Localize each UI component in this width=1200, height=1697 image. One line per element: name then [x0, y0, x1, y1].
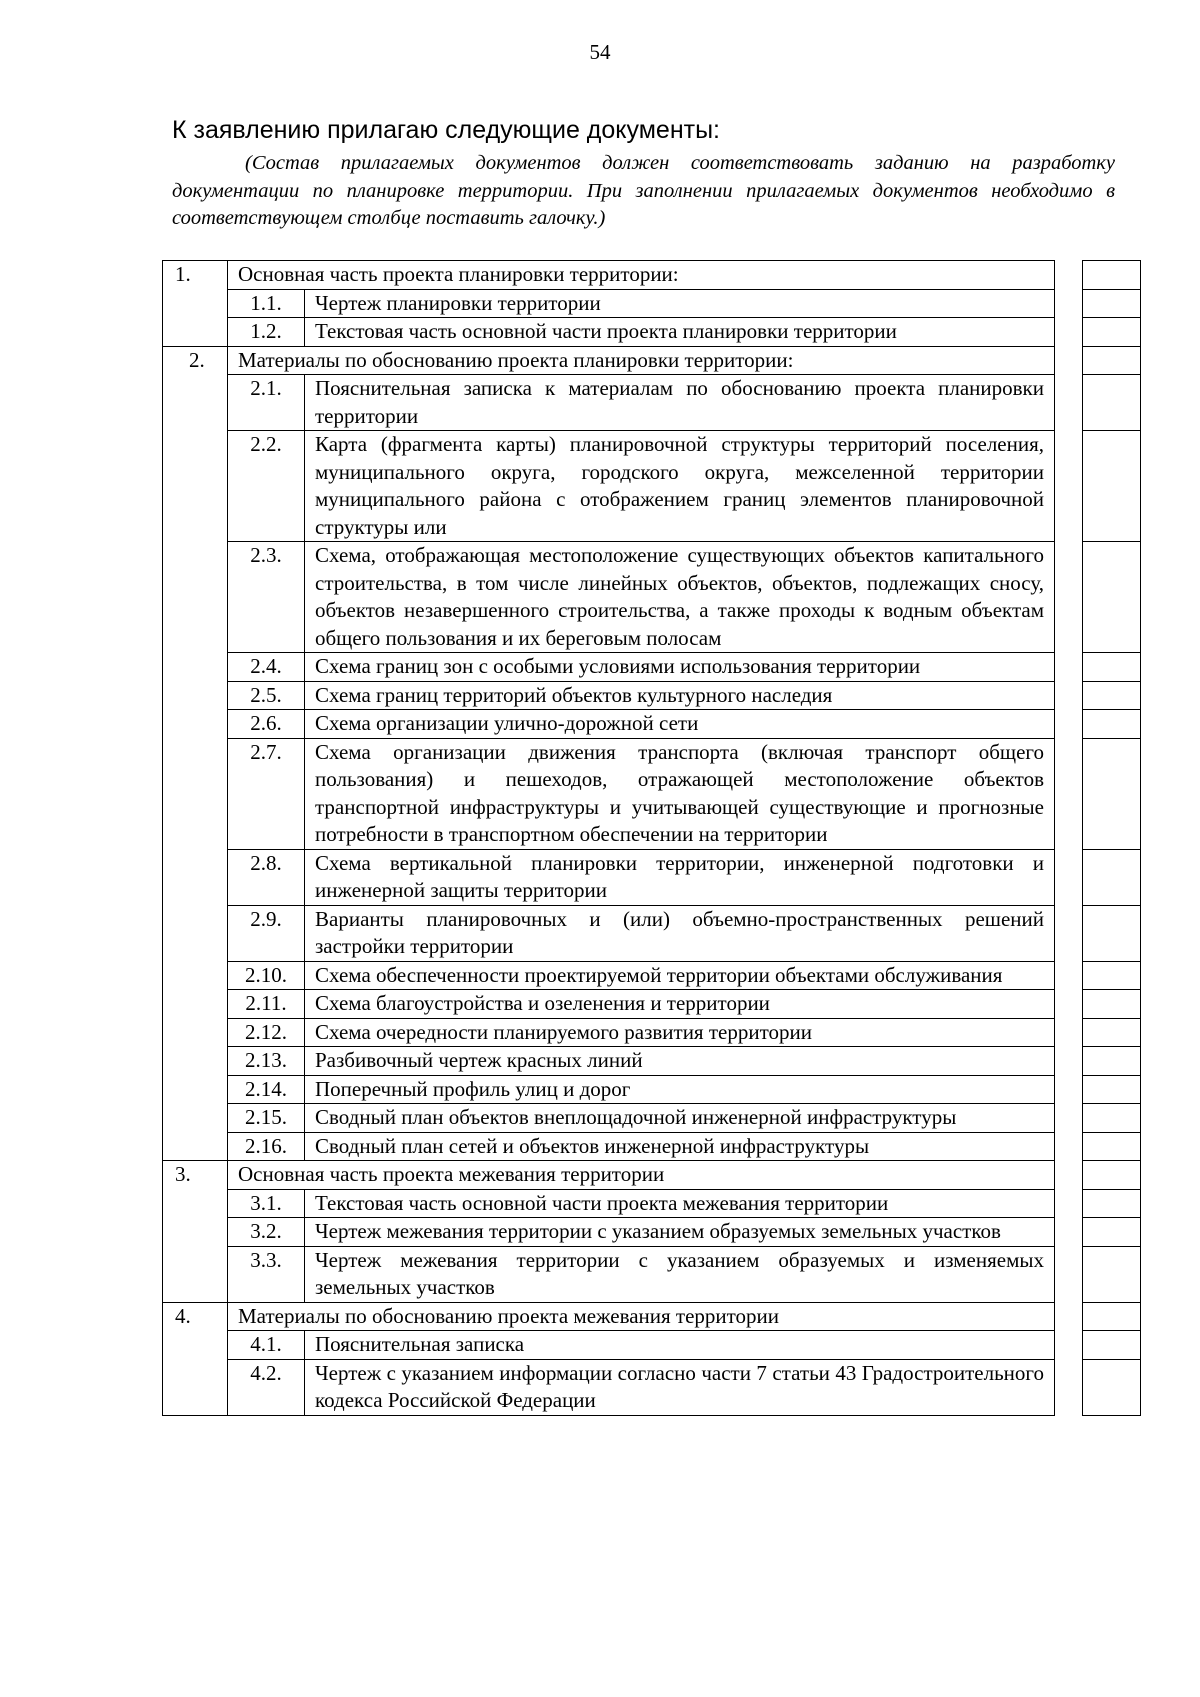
item-text: Пояснительная записка	[305, 1331, 1055, 1360]
item-text: Разбивочный чертеж красных линий	[305, 1047, 1055, 1076]
checkbox-cell[interactable]	[1083, 1189, 1141, 1218]
item-number: 2.13.	[228, 1047, 305, 1076]
item-number: 2.5.	[228, 681, 305, 710]
item-number: 2.10.	[228, 961, 305, 990]
item-text: Варианты планировочных и (или) объемно-пространственных решений застройки территории	[305, 905, 1055, 961]
item-row	[163, 1104, 1055, 1133]
item-number: 2.14.	[228, 1075, 305, 1104]
item-row	[163, 681, 1055, 710]
item-number: 2.2.	[228, 431, 305, 542]
section-number: 3.	[163, 1161, 228, 1303]
item-number: 2.16.	[228, 1132, 305, 1161]
checkbox-cell[interactable]	[1083, 431, 1141, 542]
item-row	[163, 1246, 1055, 1302]
item-text: Текстовая часть основной части проекта межевания территории	[305, 1189, 1055, 1218]
item-text: Сводный план объектов внеплощадочной инженерной инфраструктуры	[305, 1104, 1055, 1133]
item-number: 3.2.	[228, 1218, 305, 1247]
item-row	[163, 1189, 1055, 1218]
item-number: 2.11.	[228, 990, 305, 1019]
checkbox-cell[interactable]	[1083, 1161, 1141, 1190]
item-number: 1.2.	[228, 318, 305, 347]
documents-table	[162, 260, 1055, 1416]
item-number: 1.1.	[228, 289, 305, 318]
checkbox-cell[interactable]	[1083, 1302, 1141, 1331]
item-text: Схема организации улично-дорожной сети	[305, 710, 1055, 739]
checkbox-cell[interactable]	[1083, 681, 1141, 710]
checkbox-cell[interactable]	[1083, 346, 1141, 375]
item-number: 3.3.	[228, 1246, 305, 1302]
item-row	[163, 431, 1055, 542]
checkbox-cell[interactable]	[1083, 1018, 1141, 1047]
checkbox-cell[interactable]	[1083, 542, 1141, 653]
checkbox-cell[interactable]	[1083, 1218, 1141, 1247]
checkbox-cell[interactable]	[1083, 1132, 1141, 1161]
item-row	[163, 710, 1055, 739]
item-row	[163, 990, 1055, 1019]
item-number: 2.12.	[228, 1018, 305, 1047]
item-row	[163, 1075, 1055, 1104]
item-row	[163, 905, 1055, 961]
item-number: 2.6.	[228, 710, 305, 739]
item-row	[163, 738, 1055, 849]
item-text: Схема благоустройства и озеленения и территории	[305, 990, 1055, 1019]
item-number: 4.2.	[228, 1359, 305, 1415]
item-text: Чертеж межевания территории с указанием образуемых земельных участков	[305, 1218, 1055, 1247]
item-number: 2.1.	[228, 375, 305, 431]
item-number: 3.1.	[228, 1189, 305, 1218]
checkbox-cell[interactable]	[1083, 1246, 1141, 1302]
section-title: Основная часть проекта планировки территории:	[228, 261, 1055, 290]
item-text: Текстовая часть основной части проекта планировки территории	[305, 318, 1055, 347]
item-row	[163, 1359, 1055, 1415]
checkbox-cell[interactable]	[1083, 738, 1141, 849]
section-number: 1.	[163, 261, 228, 347]
item-text: Схема очередности планируемого развития территории	[305, 1018, 1055, 1047]
item-text: Схема вертикальной планировки территории, инженерной подготовки и инженерной защиты территории	[305, 849, 1055, 905]
item-row	[163, 1331, 1055, 1360]
item-text: Схема, отображающая местоположение существующих объектов капитального строительства, в том числе линейных объектов, объектов, подлежащих сносу, объектов незавершенного строительства, а также проходы к водным объектам общего пользования и их береговым полосам	[305, 542, 1055, 653]
section-number: 4.	[163, 1302, 228, 1415]
item-number: 2.15.	[228, 1104, 305, 1133]
section-row	[163, 346, 1055, 375]
checkbox-cell[interactable]	[1083, 1104, 1141, 1133]
checkbox-cell[interactable]	[1083, 261, 1141, 290]
item-row	[163, 1047, 1055, 1076]
checkbox-cell[interactable]	[1083, 1047, 1141, 1076]
checkbox-cell[interactable]	[1083, 1331, 1141, 1360]
item-number: 2.9.	[228, 905, 305, 961]
checkbox-cell[interactable]	[1083, 653, 1141, 682]
item-number: 2.4.	[228, 653, 305, 682]
item-number: 4.1.	[228, 1331, 305, 1360]
item-text: Поперечный профиль улиц и дорог	[305, 1075, 1055, 1104]
item-text: Карта (фрагмента карты) планировочной структуры территорий поселения, муниципального округа, городского округа, межселенной территории муниципального района с отображением границ элементов планировочной структуры или	[305, 431, 1055, 542]
checkbox-cell[interactable]	[1083, 289, 1141, 318]
checkbox-cell[interactable]	[1083, 1075, 1141, 1104]
checkbox-cell[interactable]	[1083, 849, 1141, 905]
item-number: 2.7.	[228, 738, 305, 849]
section-row	[163, 1161, 1055, 1190]
item-row	[163, 961, 1055, 990]
item-number: 2.8.	[228, 849, 305, 905]
item-text: Схема обеспеченности проектируемой территории объектами обслуживания	[305, 961, 1055, 990]
page-number: 54	[589, 40, 611, 64]
item-number: 2.3.	[228, 542, 305, 653]
item-row	[163, 375, 1055, 431]
item-row	[163, 1132, 1055, 1161]
checkbox-cell[interactable]	[1083, 318, 1141, 347]
item-text: Чертеж межевания территории с указанием образуемых и изменяемых земельных участков	[305, 1246, 1055, 1302]
item-text: Сводный план сетей и объектов инженерной инфраструктуры	[305, 1132, 1055, 1161]
checkbox-cell[interactable]	[1083, 375, 1141, 431]
section-title: Материалы по обоснованию проекта межевания территории	[228, 1302, 1055, 1331]
checkbox-column	[1082, 260, 1141, 1416]
item-row	[163, 318, 1055, 347]
item-text: Схема организации движения транспорта (включая транспорт общего пользования) и пешеходов, отражающей местоположение объектов транспортной инфраструктуры и учитывающей существующие и прогнозные потребности в транспортном обеспечении на территории	[305, 738, 1055, 849]
item-row	[163, 542, 1055, 653]
checkbox-cell[interactable]	[1083, 710, 1141, 739]
item-row	[163, 849, 1055, 905]
section-title: Материалы по обоснованию проекта планировки территории:	[228, 346, 1055, 375]
item-row	[163, 1218, 1055, 1247]
item-row	[163, 1018, 1055, 1047]
item-text: Схема границ зон с особыми условиями использования территории	[305, 653, 1055, 682]
checkbox-cell[interactable]	[1083, 1359, 1141, 1415]
section-row	[163, 1302, 1055, 1331]
section-title: Основная часть проекта межевания территории	[228, 1161, 1055, 1190]
item-row	[163, 653, 1055, 682]
document-heading: К заявлению прилагаю следующие документы:	[172, 116, 720, 144]
section-row	[163, 261, 1055, 290]
checkbox-cell[interactable]	[1083, 905, 1141, 961]
section-number: 2.	[163, 346, 228, 1161]
checkbox-cell[interactable]	[1083, 961, 1141, 990]
item-text: Чертеж с указанием информации согласно части 7 статьи 43 Градостроительного кодекса Российской Федерации	[305, 1359, 1055, 1415]
checkbox-cell[interactable]	[1083, 990, 1141, 1019]
item-text: Чертеж планировки территории	[305, 289, 1055, 318]
item-text: Схема границ территорий объектов культурного наследия	[305, 681, 1055, 710]
item-row	[163, 289, 1055, 318]
item-text: Пояснительная записка к материалам по обоснованию проекта планировки территории	[305, 375, 1055, 431]
instruction-note: (Состав прилагаемых документов должен соответствовать заданию на разработку документации по планировке территории. При заполнении прилагаемых документов необходимо в соответствующем столбце поставить галочку.)	[172, 152, 1115, 229]
